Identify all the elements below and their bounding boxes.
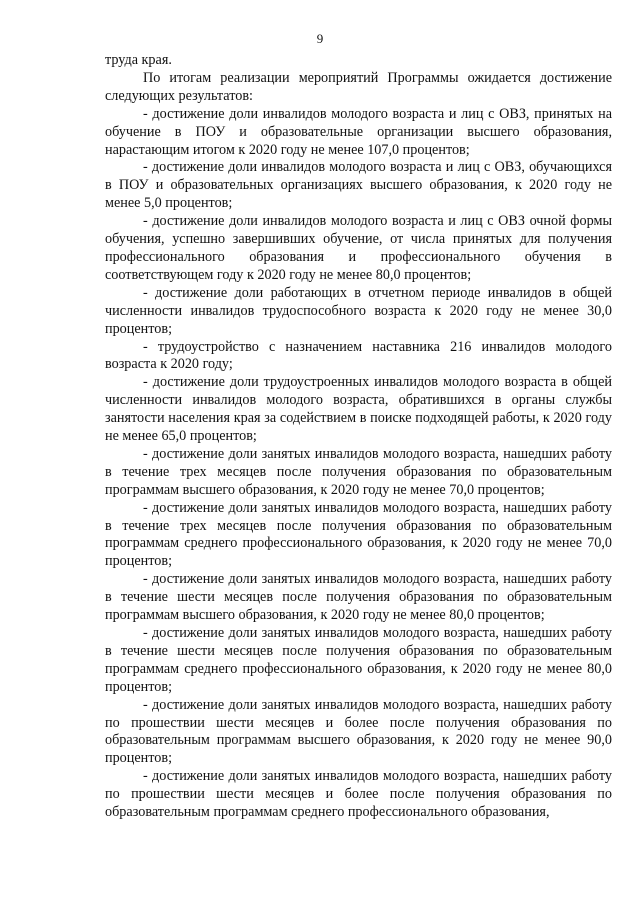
paragraph: - трудоустройство с назначением наставника 216 инвалидов молодого возраста к 2020 году; xyxy=(105,338,612,373)
paragraph: - достижение доли занятых инвалидов молодого возраста, нашедших работу по прошествии шести месяцев и более после получения образования по образовательным программам среднего профессионального образования, xyxy=(105,768,612,821)
paragraph: - достижение доли инвалидов молодого возраста и лиц с ОВЗ очной формы обучения, успешно завершивших обучение, от числа принятых для получения профессионального образования и профессионального обучения в соответствующем году к 2020 году не менее 80,0 процентов; xyxy=(105,213,612,283)
paragraph: - достижение доли инвалидов молодого возраста и лиц с ОВЗ, обучающихся в ПОУ и образовательных организациях высшего образования, к 2020 году не менее 5,0 процентов; xyxy=(105,159,612,212)
paragraph: - достижение доли занятых инвалидов молодого возраста, нашедших работу по прошествии шести месяцев и более после получения образования по образовательным программам высшего образования, к 2020 году не менее 90,0 процентов; xyxy=(105,696,612,767)
paragraph: - достижение доли работающих в отчетном периоде инвалидов в общей численности инвалидов трудоспособного возраста к 2020 году не менее 30,0 процентов; xyxy=(105,284,612,337)
paragraph: - достижение доли занятых инвалидов молодого возраста, нашедших работу в течение трех месяцев после получения образования по образовательным программам высшего образования, к 2020 году не менее 70,0 процентов; xyxy=(105,445,612,498)
paragraph: По итогам реализации мероприятий Программы ожидается достижение следующих результатов: xyxy=(105,69,612,104)
paragraph: - достижение доли занятых инвалидов молодого возраста, нашедших работу в течение трех месяцев после получения образования по образовательным программам среднего профессионального образования, к 2020 году не менее 70,0 процентов; xyxy=(105,499,612,570)
paragraph: труда края. xyxy=(105,52,172,68)
paragraph: - достижение доли трудоустроенных инвалидов молодого возраста в общей численности инвалидов молодого возраста, обратившихся в органы службы занятости населения края за содействием в поиске подходящей работы, к 2020 году не менее 65,0 процентов; xyxy=(105,374,612,445)
paragraph: - достижение доли занятых инвалидов молодого возраста, нашедших работу в течение шести месяцев после получения образования по образовательным программам среднего профессионального образования, к 2020 году не менее 80,0 процентов; xyxy=(105,625,612,695)
document-body xyxy=(105,52,612,822)
paragraph: - достижение доли инвалидов молодого возраста и лиц с ОВЗ, принятых на обучение в ПОУ и образовательные организации высшего образования, нарастающим итогом к 2020 году не менее 107,0 процентов; xyxy=(105,105,612,158)
page-number: 9 xyxy=(316,31,324,46)
paragraph: - достижение доли занятых инвалидов молодого возраста, нашедших работу в течение шести месяцев после получения образования по образовательным программам высшего образования, к 2020 году не менее 80,0 процентов; xyxy=(105,571,612,624)
